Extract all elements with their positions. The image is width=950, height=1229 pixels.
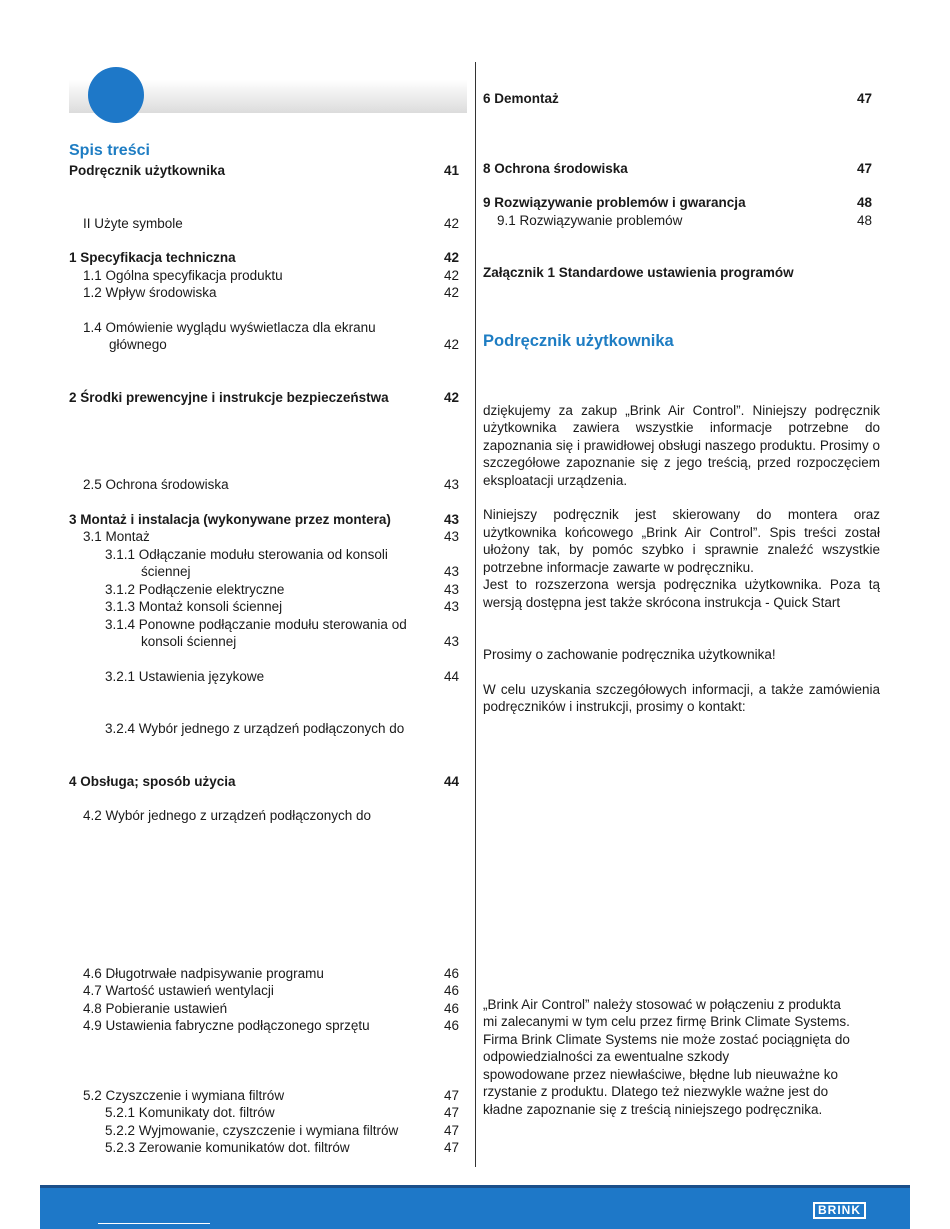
toc-heading: Spis treści [69,142,150,159]
toc-entry[interactable]: 1 Specyfikacja techniczna 42 [69,250,459,265]
toc-entry[interactable]: 8 Ochrona środowiska 47 [483,160,872,176]
column-divider [475,62,476,1167]
toc-entry[interactable]: 4.7 Wartość ustawień wentylacji 46 [83,983,459,998]
toc-entry[interactable]: 4.8 Pobieranie ustawień 46 [83,1000,459,1016]
toc-entry[interactable]: 4.9 Ustawienia fabryczne podłączonego sprzętu 46 [83,1018,459,1033]
toc-entry[interactable]: 3.2.1 Ustawienia językowe 44 [105,668,459,684]
toc-entry[interactable]: 4.2 Wybór jednego z urządzeń podłączonych do [83,808,372,823]
manual-title: Podręcznik użytkownika [483,331,674,350]
contact-paragraph: W celu uzyskania szczegółowych informacji, a także zamówienia podręczników i instrukcji, prosimy o kontakt: [483,681,880,714]
toc-entry[interactable]: 9.1 Rozwiązywanie problemów 48 [497,212,872,228]
footer-link-underline[interactable] [98,1223,210,1224]
toc-entry[interactable]: 5.2.2 Wyjmowanie, czyszczenie i wymiana filtrów 47 [105,1122,459,1138]
toc-entry[interactable]: 9 Rozwiązywanie problemów i gwarancja 48 [483,195,872,210]
toc-entry[interactable]: 4.6 Długotrwałe nadpisywanie programu 46 [83,965,459,981]
toc-entry[interactable]: 3.1 Montaż 43 [83,529,459,544]
toc-entry[interactable]: 5.2.3 Zerowanie komunikatów dot. filtrów 47 [105,1140,459,1155]
toc-entry[interactable]: II Użyte symbole 42 [83,215,459,231]
right-column [483,90,880,1118]
toc-entry[interactable]: 4 Obsługa; sposób użycia 44 [69,773,459,789]
toc-entry[interactable]: Załącznik 1 Standardowe ustawienia programów [483,265,794,280]
liability-paragraph: „Brink Air Control” należy stosować w połączeniu z produkta mi zalecanymi w tym celu przez firmę Brink Climate Systems. Firma Brink Climate Systems nie może zostać pociągnięta do odpowiedzialności za ewentualne szkody spowodowane przez niewłaściwe, błędne lub nieuważne ko rzystanie z produktu. Dlatego też niezwykle ważne jest do kładne zapoznanie się z treścią niniejszego podręcznika. [483,996,850,1117]
toc-entry[interactable]: 2 Środki prewencyjne i instrukcje bezpieczeństwa 42 [69,389,459,405]
toc-entry[interactable]: 3.2.4 Wybór jednego z urządzeń podłączonych do [105,721,405,736]
toc-entry[interactable]: 3.1.4 Ponowne podłączanie modułu sterowania od konsoli ściennej 43 [105,616,459,649]
brink-logo: BRINK [813,1202,866,1219]
toc-entry[interactable]: 6 Demontaż 47 [483,91,872,106]
audience-paragraph: Niniejszy podręcznik jest skierowany do montera oraz użytkownika końcowego „Brink Air Control”. Spis treści został ułożony tak, by pomóc szybko i sprawnie znaleźć wszystkie potrzebne informacje zawarte w podręczniku. [483,507,880,575]
toc-entry[interactable]: 3.1.1 Odłączanie modułu sterowania od konsoli ściennej 43 [105,546,459,579]
toc-entry[interactable]: 3.1.3 Montaż konsoli ściennej 43 [105,599,459,614]
version-paragraph: Jest to rozszerzona wersja podręcznika użytkownika. Poza tą wersją dostępna jest także skrócona instrukcja - Quick Start [483,577,880,610]
chapter-circle [88,67,144,123]
footer-bar [40,1185,910,1229]
toc-entry[interactable]: 5.2 Czyszczenie i wymiana filtrów 47 [83,1087,459,1103]
toc-entry[interactable]: 5.2.1 Komunikaty dot. filtrów 47 [105,1105,459,1120]
toc-entry[interactable]: 2.5 Ochrona środowiska 43 [83,477,459,492]
keep-manual-note: Prosimy o zachowanie podręcznika użytkownika! [483,647,776,662]
toc-entry[interactable]: 1.1 Ogólna specyfikacja produktu 42 [83,267,459,283]
toc-entry[interactable]: 3 Montaż i instalacja (wykonywane przez montera) 43 [69,511,459,527]
toc-entry[interactable]: 1.2 Wpływ środowiska 42 [83,285,459,300]
toc-entry[interactable]: 1.4 Omówienie wyglądu wyświetlacza dla ekranu głównego 42 [83,319,459,352]
toc-entry[interactable]: Podręcznik użytkownika 41 [69,163,459,178]
toc-entry[interactable]: 3.1.2 Podłączenie elektryczne 43 [105,581,459,597]
intro-paragraph: dziękujemy za zakup „Brink Air Control”. Niniejszy podręcznik użytkownika zawiera wszystkie informacje potrzebne do zapoznania się i prawidłowej obsługi naszego produktu. Prosimy o szczegółowe zapoznanie się z jego treścią, przed rozpoczęciem eksploatacji urządzenia. [483,402,880,488]
toc-left-column [69,140,459,1157]
